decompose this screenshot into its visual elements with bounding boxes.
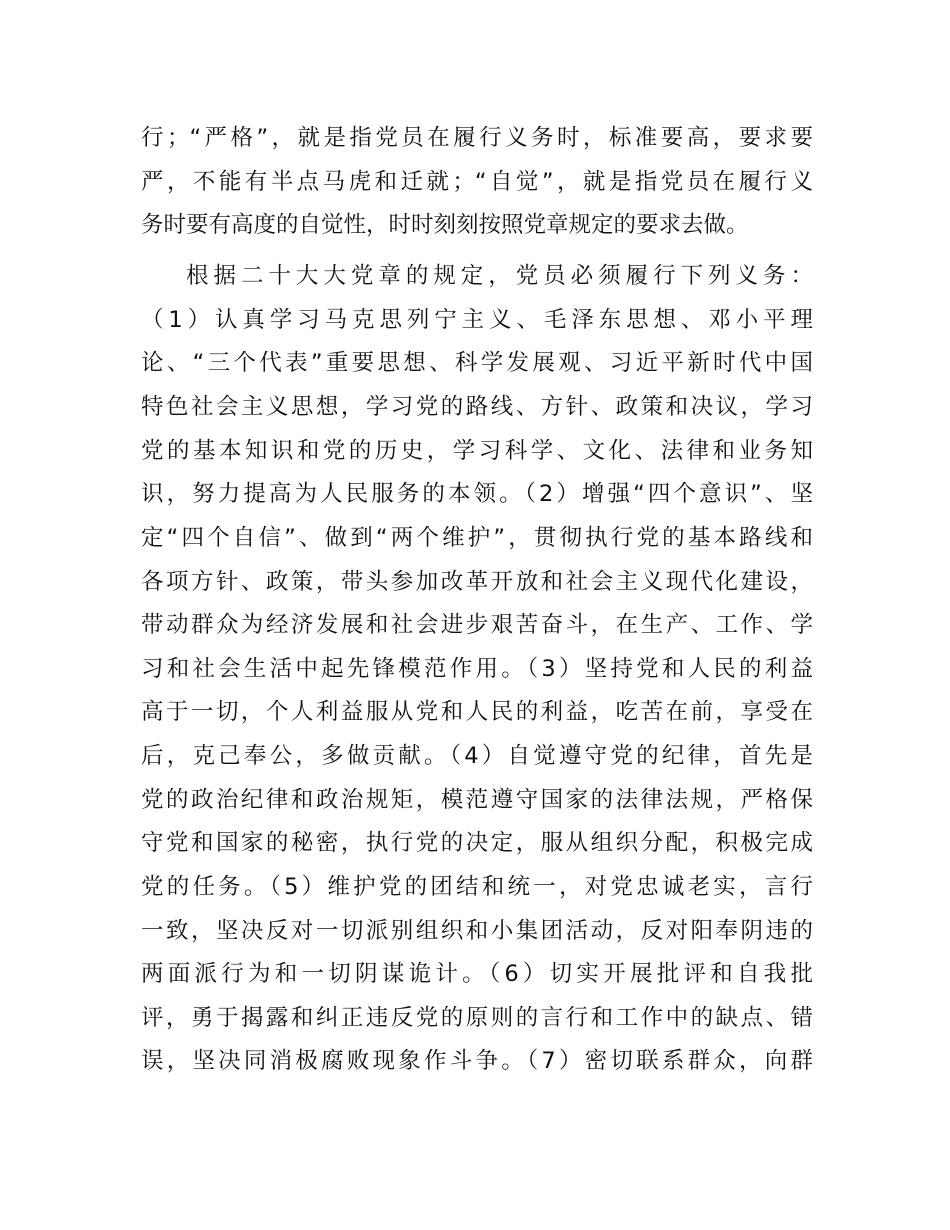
text-line: 带动群众为经济发展和社会进步艰苦奋斗，在生产、工作、学 [141, 612, 813, 638]
text-line: 误，坚决同消极腐败现象作斗争。（7）密切联系群众，向群 [141, 1048, 813, 1074]
text-line: 高于一切，个人利益服从党和人民的利益，吃苦在前，享受在 [141, 699, 813, 725]
text-line: 各项方针、政策，带头参加改革开放和社会主义现代化建设， [141, 569, 813, 595]
text-line: 党的任务。（5）维护党的团结和统一，对党忠诚老实，言行 [141, 874, 813, 900]
text-line: 识，努力提高为人民服务的本领。（2）增强“四个意识”、坚 [141, 481, 813, 507]
text-line: 评，勇于揭露和纠正违反党的原则的言行和工作中的缺点、错 [141, 1005, 813, 1031]
text-line: 务时要有高度的自觉性，时时刻刻按照党章规定的要求去做。 [141, 212, 749, 238]
text-line: 严，不能有半点马虎和迁就；“自觉”，就是指党员在履行义 [141, 169, 813, 195]
text-line: 习和社会生活中起先锋模范作用。（3）坚持党和人民的利益 [141, 656, 813, 682]
text-line: 一致，坚决反对一切派别组织和小集团活动，反对阳奉阴违的 [141, 918, 813, 944]
text-line: 行；“严格”，就是指党员在履行义务时，标准要高，要求要 [141, 125, 813, 151]
text-line: 定“四个自信”、做到“两个维护”，贯彻执行党的基本路线和 [141, 525, 813, 551]
text-line: 两面派行为和一切阴谋诡计。（6）切实开展批评和自我批 [141, 961, 813, 987]
text-line: 后，克己奉公，多做贡献。（4）自觉遵守党的纪律，首先是 [141, 743, 813, 769]
text-line: （1）认真学习马克思列宁主义、毛泽东思想、邓小平理 [141, 307, 813, 333]
text-line: 特色社会主义思想，学习党的路线、方针、政策和决议，学习 [141, 394, 813, 420]
text-line: 守党和国家的秘密，执行党的决定，服从组织分配，积极完成 [141, 830, 813, 856]
text-line: 党的基本知识和党的历史，学习科学、文化、法律和业务知 [141, 438, 813, 464]
paragraph-first-line: 根据二十大大党章的规定，党员必须履行下列义务： [186, 263, 813, 289]
text-line: 党的政治纪律和政治规矩，模范遵守国家的法律法规，严格保 [141, 787, 813, 813]
text-line: 论、“三个代表”重要思想、科学发展观、习近平新时代中国 [141, 350, 813, 376]
